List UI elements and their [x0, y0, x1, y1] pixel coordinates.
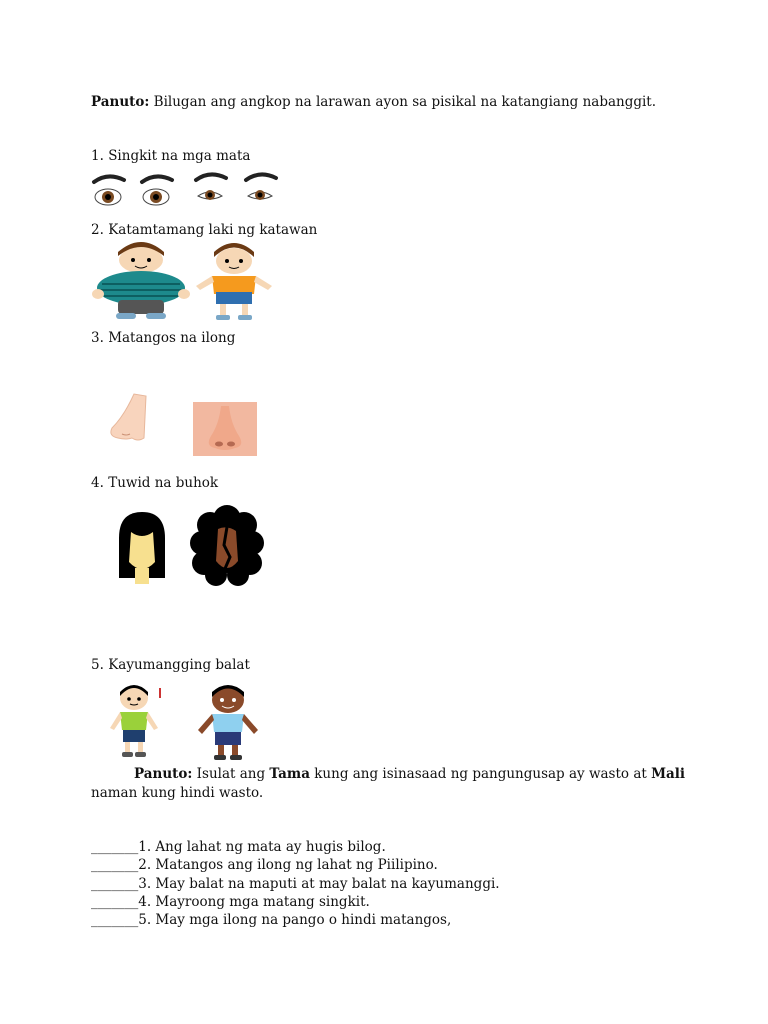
- item-2-heading: [91, 222, 317, 238]
- item-2-number: 2.: [91, 222, 104, 238]
- answer-blank-3[interactable]: _______: [91, 876, 139, 892]
- answer-blank-1[interactable]: _______: [91, 839, 139, 855]
- item-4-number: 4.: [91, 475, 104, 491]
- instruction-2-part2: kung ang isinasaad ng pangungusap ay wasto at: [309, 766, 652, 782]
- item-1-heading: [91, 148, 250, 164]
- answer-blank-2[interactable]: _______: [91, 857, 139, 873]
- curly-hair-icon: [190, 505, 264, 587]
- statement-4-text: 4. Mayroong mga matang singkit.: [138, 894, 370, 910]
- statement-2-text: 2. Matangos ang ilong ng lahat ng Piilipino.: [138, 857, 438, 873]
- narrow-eyes-icon: [90, 170, 180, 212]
- brown-skin-boy-icon: [194, 684, 262, 762]
- statement-3-text: 3. May balat na maputi at may balat na kayumanggi.: [138, 876, 500, 892]
- statement-2: [91, 857, 438, 873]
- item-5-number: 5.: [91, 657, 104, 673]
- statement-5: [91, 912, 451, 928]
- statement-3: [91, 876, 500, 892]
- statement-1: [91, 839, 386, 855]
- instruction-1-text: Bilugan ang angkop na larawan ayon sa pisikal na katangiang nabanggit.: [149, 94, 657, 110]
- item-2-text: Katamtamang laki ng katawan: [108, 222, 318, 238]
- item-5-text: Kayumangging balat: [108, 657, 250, 673]
- pointed-nose-icon: [108, 392, 152, 448]
- item-4-heading: [91, 475, 218, 491]
- item-3-number: 3.: [91, 330, 104, 346]
- stout-boy-icon: [92, 246, 190, 322]
- fair-skin-boy-icon: [106, 684, 164, 760]
- instruction-2-label: Panuto:: [134, 766, 193, 782]
- flat-nose-icon: [193, 402, 257, 456]
- statement-1-text: 1. Ang lahat ng mata ay hugis bilog.: [138, 839, 386, 855]
- instruction-2-line2: naman kung hindi wasto.: [91, 785, 264, 801]
- instruction-2: [134, 766, 685, 782]
- item-5-heading: [91, 657, 250, 673]
- item-3-text: Matangos na ilong: [108, 330, 236, 346]
- item-1-number: 1.: [91, 148, 104, 164]
- answer-blank-4[interactable]: _______: [91, 894, 139, 910]
- item-4-text: Tuwid na buhok: [108, 475, 219, 491]
- instruction-2-part1: Isulat ang: [192, 766, 270, 782]
- average-boy-icon: [190, 246, 278, 322]
- statement-5-text: 5. May mga ilong na pango o hindi matangos,: [138, 912, 452, 928]
- instruction-1: [91, 94, 656, 110]
- answer-blank-5[interactable]: _______: [91, 912, 139, 928]
- statement-4: [91, 894, 370, 910]
- round-eyes-icon: [192, 170, 282, 212]
- instruction-2-word-mali: Mali: [651, 766, 686, 782]
- straight-hair-icon: [117, 512, 167, 586]
- instruction-1-label: Panuto:: [91, 94, 150, 110]
- instruction-2-word-tama: Tama: [269, 766, 310, 782]
- item-1-text: Singkit na mga mata: [108, 148, 251, 164]
- item-3-heading: [91, 330, 235, 346]
